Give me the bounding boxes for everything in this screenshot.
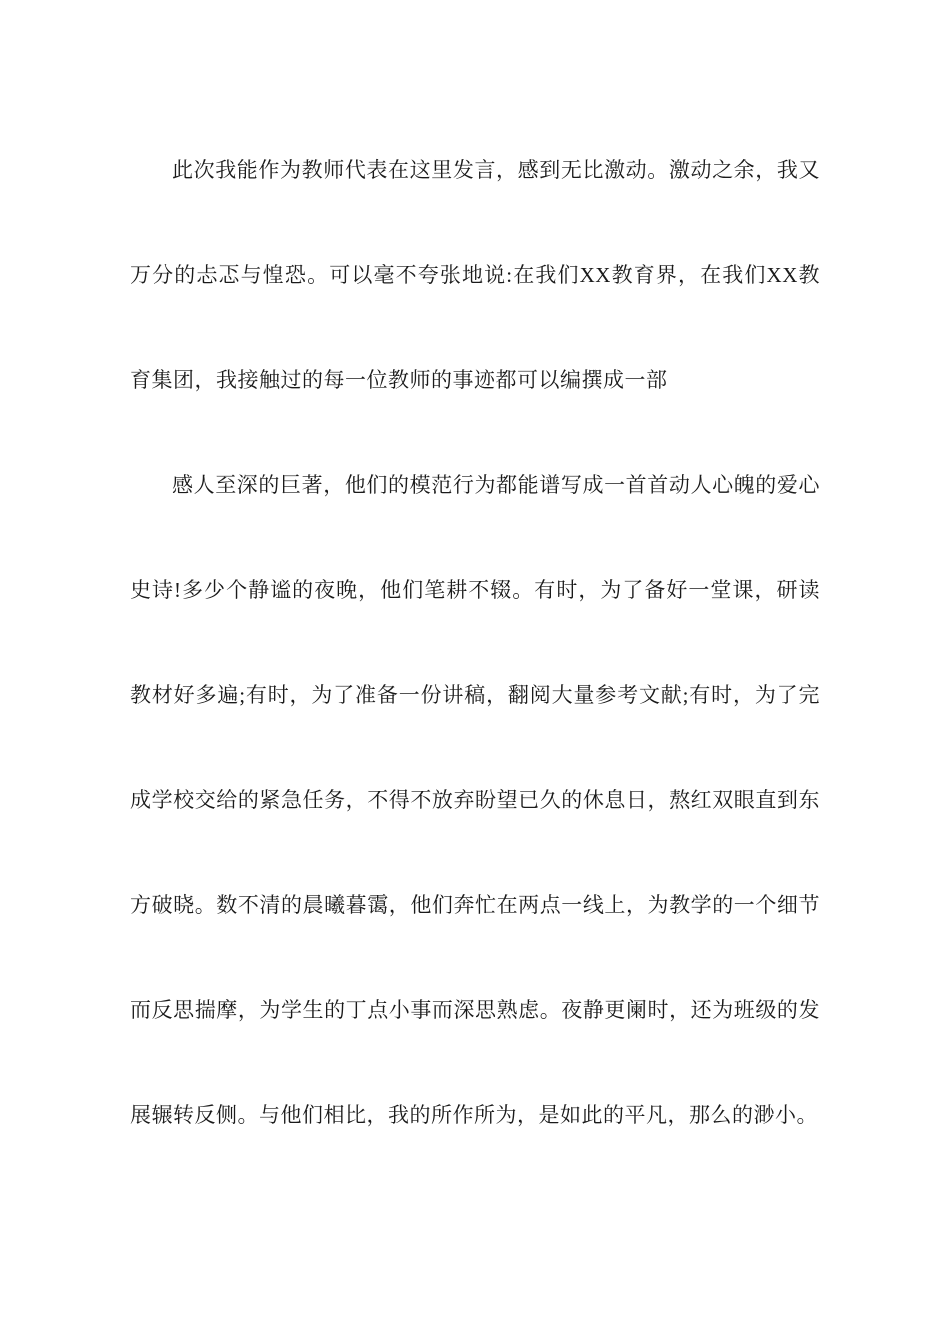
document-text-body [130,118,820,1168]
paragraph-1: 此次我能作为教师代表在这里发言，感到无比激动。激动之余，我又万分的忐忑与惶恐。可以毫不夸张地说:在我们XX教育界，在我们XX教育集团，我接触过的每一位教师的事迹都可以编撰成一部 [130,158,820,392]
paragraph-2: 感人至深的巨著，他们的模范行为都能谱写成一首首动人心魄的爱心史诗!多少个静谧的夜晚，他们笔耕不辍。有时，为了备好一堂课，研读教材好多遍;有时，为了准备一份讲稿，翻阅大量参考文献;有时，为了完成学校交给的紧急任务，不得不放弃盼望已久的休息日，熬红双眼直到东方破晓。数不清的晨曦暮霭，他们奔忙在两点一线上，为教学的一个细节而反思揣摩，为学生的丁点小事而深思熟虑。夜静更阑时，还为班级的发展辗转反侧。与他们相比，我的所作所为，是如此的平凡，那么的渺小。 [130,473,820,1127]
